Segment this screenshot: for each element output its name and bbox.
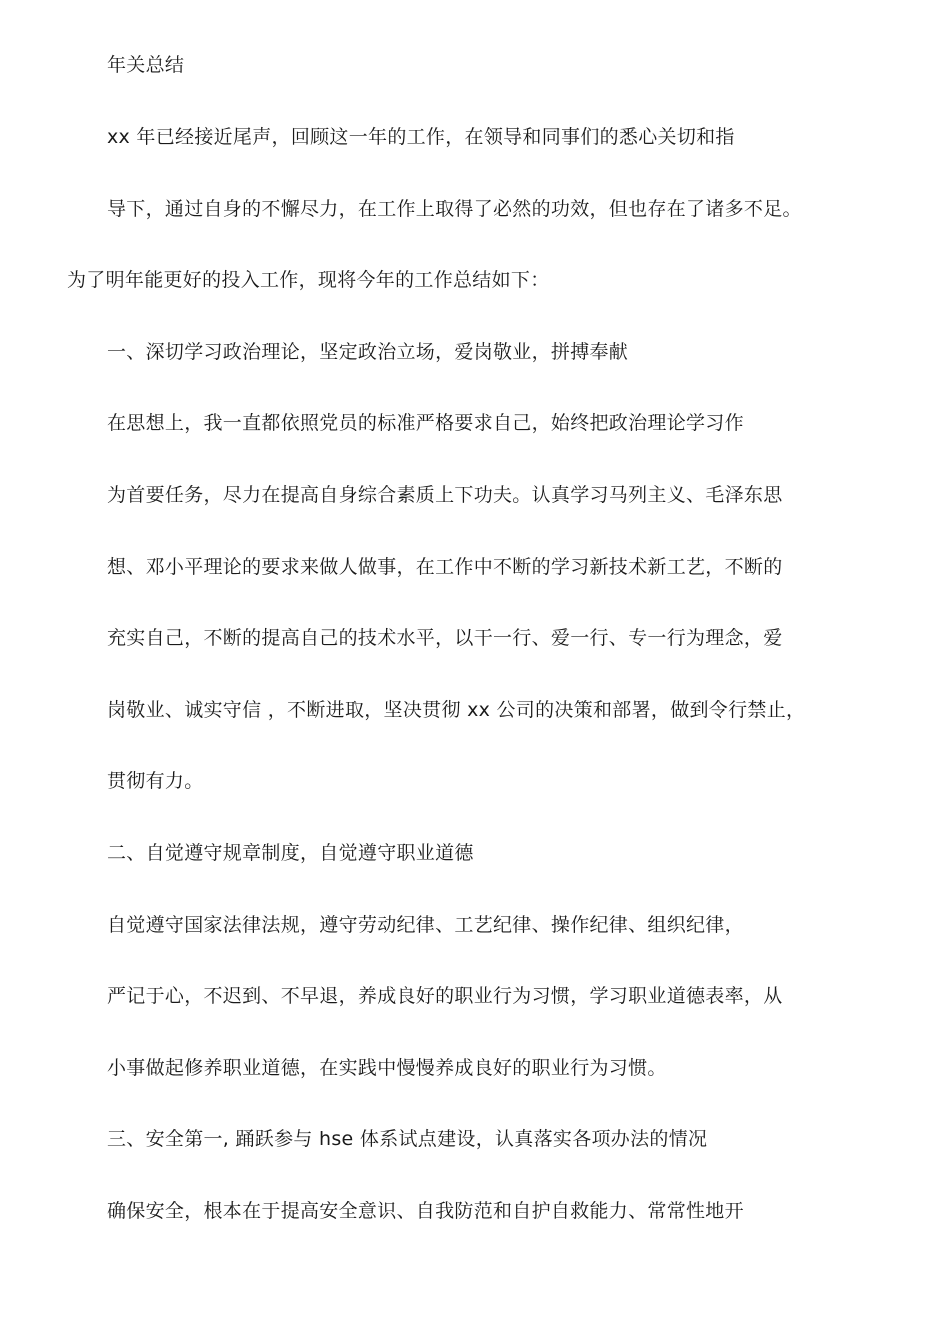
- paragraph-line: 贯彻有力。: [107, 770, 204, 792]
- section-heading: 三、安全第一, 踊跃参与 hse 体系试点建设，认真落实各项办法的情况: [107, 1128, 708, 1150]
- paragraph-line: 小事做起修养职业道德，在实践中慢慢养成良好的职业行为习惯。: [107, 1057, 667, 1079]
- section-heading: 二、自觉遵守规章制度，自觉遵守职业道德: [107, 842, 474, 864]
- paragraph-line: 为了明年能更好的投入工作，现将今年的工作总结如下：: [67, 269, 550, 291]
- paragraph-line: 导下，通过自身的不懈尽力，在工作上取得了必然的功效，但也存在了诸多不足。: [107, 198, 802, 220]
- paragraph-line: xx 年已经接近尾声，回顾这一年的工作，在领导和同事们的悉心关切和指: [107, 126, 735, 148]
- paragraph-line: 确保安全，根本在于提高安全意识、自我防范和自护自救能力、常常性地开: [107, 1200, 744, 1222]
- paragraph-line: 严记于心，不迟到、不早退，养成良好的职业行为习惯，学习职业道德表率，从: [107, 985, 783, 1007]
- paragraph-line: 岗敬业、诚实守信 ，不断进取，坚决贯彻 xx 公司的决策和部署，做到令行禁止，: [107, 699, 806, 721]
- paragraph-line: 为首要任务，尽力在提高自身综合素质上下功夫。认真学习马列主义、毛泽东思: [107, 484, 783, 506]
- paragraph-line: 在思想上，我一直都依照党员的标准严格要求自己，始终把政治理论学习作: [107, 412, 744, 434]
- section-heading: 一、深切学习政治理论，坚定政治立场，爱岗敬业，拼搏奉献: [107, 341, 629, 363]
- document-title: 年关总结: [107, 54, 185, 76]
- paragraph-line: 充实自己，不断的提高自己的技术水平，以干一行、爱一行、专一行为理念，爱: [107, 627, 783, 649]
- paragraph-line: 想、邓小平理论的要求来做人做事，在工作中不断的学习新技术新工艺，不断的: [107, 556, 783, 578]
- paragraph-line: 自觉遵守国家法律法规，遵守劳动纪律、工艺纪律、操作纪律、组织纪律，: [107, 914, 744, 936]
